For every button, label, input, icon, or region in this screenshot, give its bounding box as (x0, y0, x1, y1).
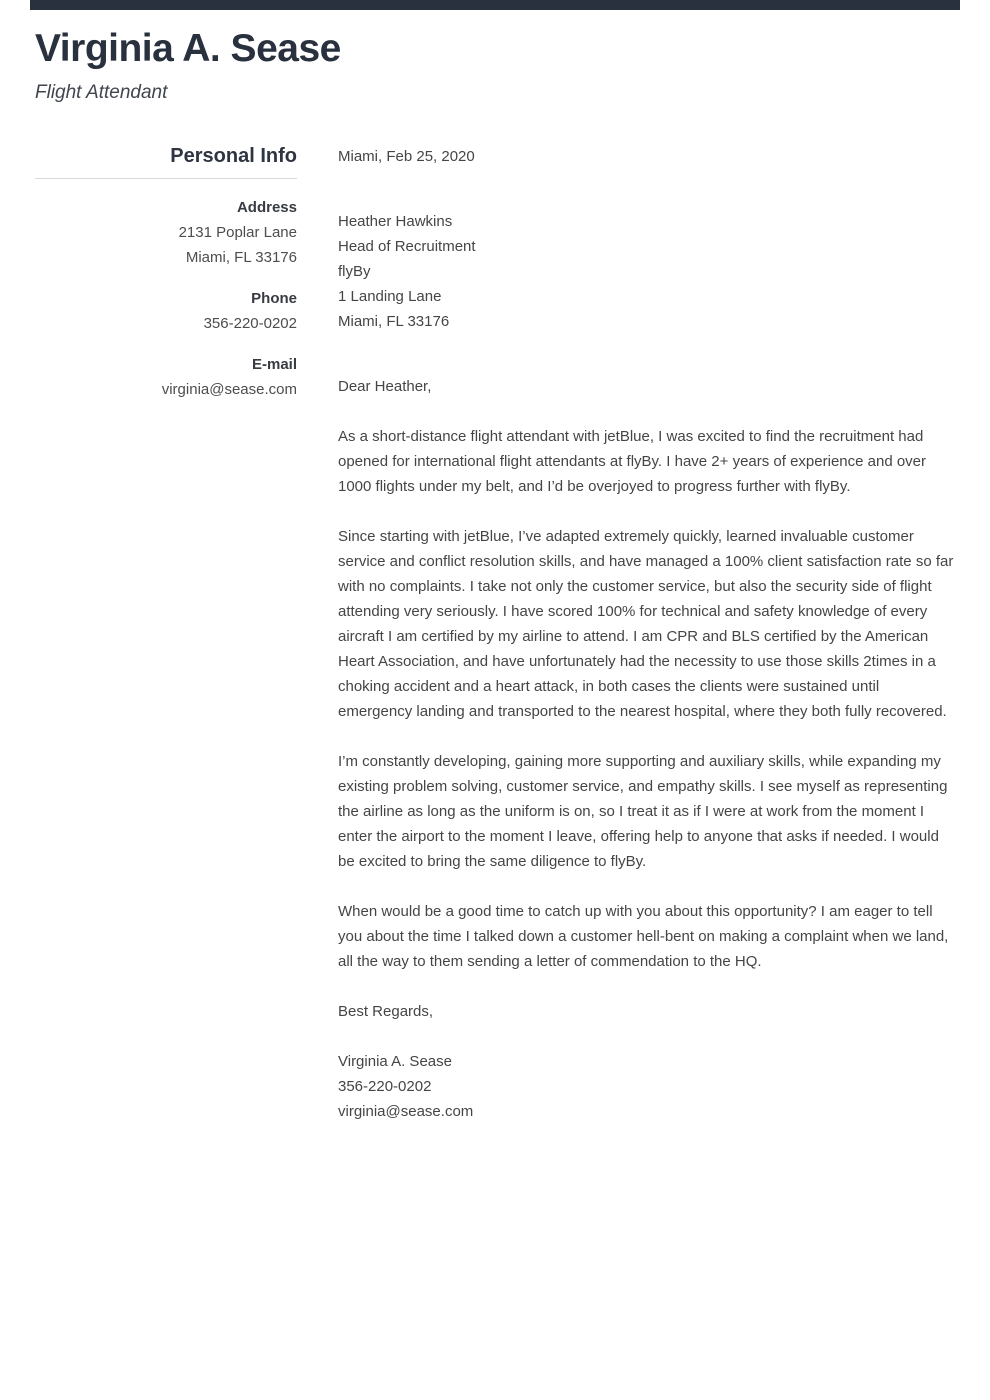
accent-top-bar (30, 0, 960, 10)
signature-phone: 356-220-0202 (338, 1077, 432, 1095)
body-paragraph-1: As a short-distance flight attendant with jetBlue, I was excited to find the recruitment had opened for international flight attendants at flyBy. I have 2+ years of experience and over 1000 flights under my belt, and I’d be overjoyed to progress further with flyBy. (338, 427, 927, 495)
signature-block (338, 1049, 955, 1124)
address-line: Miami, FL 33176 (185, 248, 297, 266)
recipient-street: 1 Landing Lane (338, 287, 442, 305)
phone-label: Phone (251, 289, 297, 307)
salutation: Dear Heather, (338, 377, 432, 395)
body-paragraph-2: Since starting with jetBlue, I’ve adapted extremely quickly, learned invaluable customer service and conflict resolution skills, and have managed a 100% client satisfaction rate so far with no complaints. I take not only the customer service, but also the security side of flight attending very seriously. I have scored 100% for technical and safety knowledge of every aircraft I am certified by my airline to attend. I am CPR and BLS certified by the American Heart Association, and have unfortunately had the necessity to use those skills 2times in a choking accident and a heart attack, in both cases the clients were sustained until emergency landing and transported to the nearest hospital, where they both fully recovered. (338, 527, 954, 720)
letter-body (297, 144, 955, 1124)
personal-info-sidebar (35, 144, 297, 402)
address-label: Address (236, 198, 297, 216)
recipient-company: flyBy (338, 262, 371, 280)
date-line: Miami, Feb 25, 2020 (338, 147, 475, 165)
signature-name: Virginia A. Sease (338, 1052, 452, 1070)
signature-email: virginia@sease.com (338, 1102, 474, 1120)
recipient-name: Heather Hawkins (338, 212, 453, 230)
person-name: Virginia A. Sease (35, 27, 341, 70)
recipient-title: Head of Recruitment (338, 237, 476, 255)
phone-value: 356-220-0202 (203, 314, 297, 332)
address-line: 2131 Poplar Lane (178, 223, 297, 241)
email-label: E-mail (251, 355, 297, 373)
job-title: Flight Attendant (35, 81, 168, 103)
letter-header (0, 0, 990, 104)
email-section (35, 352, 297, 402)
body-paragraph-4: When would be a good time to catch up with you about this opportunity? I am eager to tell you about the time I talked down a customer hell-bent on making a complaint when we land, all the way to them sending a letter of commendation to the HQ. (338, 902, 949, 970)
address-section (35, 195, 297, 270)
phone-section (35, 286, 297, 336)
closing: Best Regards, (338, 1002, 434, 1020)
recipient-block (338, 209, 955, 334)
sidebar-heading: Personal Info (35, 144, 297, 179)
content-columns (0, 144, 990, 1124)
body-paragraph-3: I’m constantly developing, gaining more supporting and auxiliary skills, while expanding my existing problem solving, customer service, and empathy skills. I see myself as representing the airline as long as the uniform is on, so I treat it as if I were at work from the moment I enter the airport to the moment I leave, offering help to anyone that asks if needed. I would be excited to bring the same diligence to flyBy. (338, 752, 948, 870)
email-value: virginia@sease.com (161, 380, 297, 398)
recipient-city: Miami, FL 33176 (338, 312, 450, 330)
